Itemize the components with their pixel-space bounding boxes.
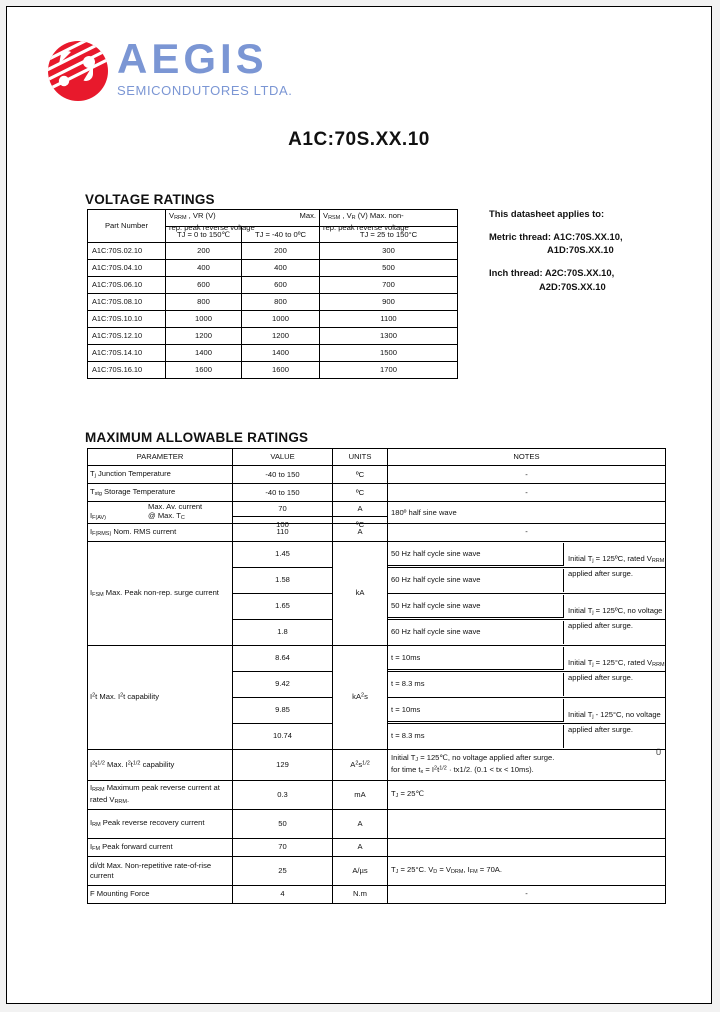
subheader-tj-hot: TJ = 0 to 150℃ [166, 227, 242, 243]
param-ifav: $I_{F(AV)}$ Max. Av. current @ Max. $T_C$ [88, 502, 233, 524]
value-tstg: -40 to 150 [233, 484, 333, 502]
metric-thread-line2: A1D:70S.XX.10 [547, 244, 614, 256]
inch-thread-line1: Inch thread: A2C:70S.XX.10, [489, 266, 615, 278]
cell-vrsm: 900 [320, 294, 458, 311]
value-ifsm-2: 1.58 [233, 567, 333, 593]
note-i2t-a-line1: Initial $T_j = 125^\circ C$, rated $V_{RRM}$ [568, 658, 665, 669]
table-row [88, 277, 458, 294]
notes-ifsm-3 [388, 593, 666, 619]
notes-ifav: 180º half sine wave [388, 502, 666, 524]
cell-vrrm-cold: 400 [242, 260, 320, 277]
cell-part-number: A1C:70S.08.10 [88, 294, 166, 311]
scan-artifact-glyph: Ũ [655, 749, 661, 757]
value-mounting-force: 4 [233, 885, 333, 903]
condition-ifsm-2: 60 Hz half cycle sine wave [388, 569, 564, 592]
table-row [88, 243, 458, 260]
value-ifm: 70 [233, 838, 333, 856]
cell-vrsm: 1700 [320, 362, 458, 379]
brand-name: AEGIS [117, 35, 268, 82]
table-header-row [88, 210, 458, 227]
table-row [88, 328, 458, 345]
table-row-i2t12 [88, 749, 666, 780]
cell-vrsm: 1500 [320, 345, 458, 362]
param-tj: $T_j$ Junction Temperature [88, 466, 233, 484]
notes-i2t-2 [388, 671, 666, 697]
header-part-number: Part Number [88, 210, 166, 243]
cell-vrrm-hot: 800 [166, 294, 242, 311]
cell-vrrm-hot: 600 [166, 277, 242, 294]
table-row [88, 260, 458, 277]
units-ifav-b: ºC [355, 519, 365, 529]
max-allowable-ratings-table [87, 448, 666, 904]
note-ifsm-a-line2: applied after surge. [568, 568, 634, 578]
notes-i2t-3 [388, 697, 666, 723]
condition-ifsm-4: 60 Hz half cycle sine wave [388, 621, 564, 644]
notes-i2t-4 [388, 723, 666, 749]
cell-vrrm-cold: 200 [242, 243, 320, 260]
note-i2t-b-line1: Initial $T_j - 125^\circ C$, no voltage [568, 710, 661, 721]
note-ifsm-b-line2: applied after surge. [568, 620, 634, 630]
table-row [88, 294, 458, 311]
table-row-ifm [88, 838, 666, 856]
notes-ifsm-4 [388, 619, 666, 645]
value-irm: 50 [233, 809, 333, 838]
note-i2t-a-line2: applied after surge. [568, 672, 634, 682]
cell-vrrm-cold: 1200 [242, 328, 320, 345]
value-ifsm-3: 1.65 [233, 593, 333, 619]
cell-vrrm-cold: 1000 [242, 311, 320, 328]
units-ifrms: A [333, 523, 388, 541]
value-i2t12: 129 [233, 749, 333, 780]
applies-intro: This datasheet applies to: [489, 208, 605, 219]
spacer [489, 221, 704, 230]
table-row [88, 311, 458, 328]
param-tstg: $T_{stg}$ Storage Temperature [88, 484, 233, 502]
table-row-mounting-force [88, 885, 666, 903]
value-ifrms: 110 [233, 523, 333, 541]
cell-vrrm-cold: 600 [242, 277, 320, 294]
param-ifm: $I_{FM}$ Peak forward current [88, 838, 233, 856]
table-header-row [88, 449, 666, 466]
condition-ifsm-1: 50 Hz half cycle sine wave [388, 543, 564, 566]
cell-vrsm: 300 [320, 243, 458, 260]
notes-didt: $T_J = 25^\circ C$. $V_D = V_{DRM}$, $I_{FM} = 70A$. [388, 856, 666, 885]
units-ifsm: kA [333, 541, 388, 645]
spacer [489, 257, 704, 266]
notes-ifrms: - [388, 523, 666, 541]
param-ifrms: $I_{F(RMS)}$ Nom. RMS current [88, 523, 233, 541]
units-irm: A [333, 809, 388, 838]
cell-vrsm: 1100 [320, 311, 458, 328]
notes-irrm: $T_J$ = 25℃ [388, 780, 666, 809]
cell-vrrm-hot: 400 [166, 260, 242, 277]
notes-irm [388, 809, 666, 838]
cell-vrsm: 500 [320, 260, 458, 277]
max-ratings-heading: MAXIMUM ALLOWABLE RATINGS [85, 430, 309, 445]
header-units: UNITS [333, 449, 388, 466]
param-i2t: $I^2t$ Max. $I^2t$ capability [88, 645, 233, 749]
notes-i2t-1 [388, 645, 666, 671]
table-row-tstg [88, 484, 666, 502]
inch-thread-line2: A2D:70S.XX.10 [539, 280, 606, 292]
cell-part-number: A1C:70S.04.10 [88, 260, 166, 277]
note-i2t-b-line2: applied after surge. [568, 724, 634, 734]
cell-vrrm-cold: 800 [242, 294, 320, 311]
condition-i2t-2: t = 8.3 ms [388, 673, 564, 696]
value-i2t-4: 10.74 [233, 723, 333, 749]
cell-vrrm-hot: 1000 [166, 311, 242, 328]
units-didt: A/µs [333, 856, 388, 885]
page-title: A1C:70S.XX.10 [288, 129, 430, 150]
notes-ifsm-1 [388, 541, 666, 567]
value-irrm: 0.3 [233, 780, 333, 809]
note-i2t12-line1: Initial $T_J$ = 125℃, no voltage applied after surge. [391, 753, 555, 764]
table-row-ifsm [88, 541, 666, 567]
units-ifav-a: A [333, 502, 387, 517]
condition-ifsm-3: 50 Hz half cycle sine wave [388, 595, 564, 618]
cell-part-number: A1C:70S.02.10 [88, 243, 166, 260]
cell-vrrm-hot: 1200 [166, 328, 242, 345]
applies-to-block [489, 207, 704, 293]
cell-part-number: A1C:70S.06.10 [88, 277, 166, 294]
table-row-didt [88, 856, 666, 885]
notes-i2t12 [388, 749, 666, 780]
cell-vrrm-hot: 1400 [166, 345, 242, 362]
header-value: VALUE [233, 449, 333, 466]
value-tj: -40 to 150 [233, 466, 333, 484]
header-vrrm: $V_{RRM}$ , VR (V) Max. rep. peak reverse voltage [166, 210, 320, 227]
cell-part-number: A1C:70S.14.10 [88, 345, 166, 362]
units-i2t: $kA^2s$ [333, 645, 388, 749]
subheader-tj-vrsm: TJ = 25 to 150°C [320, 227, 458, 243]
table-row [88, 362, 458, 379]
param-ifsm: $I_{FSM}$ Max. Peak non-rep. surge current [88, 541, 233, 645]
param-irrm: $I_{RRM}$ Maximum peak reverse current at rated $V_{RRM}$. [88, 780, 233, 809]
note-ifsm-a-line1: Initial $T_j$ = 125ºC, rated $V_{RRM}$ [568, 554, 665, 565]
table-row-irm [88, 809, 666, 838]
value-ifsm-4: 1.8 [233, 619, 333, 645]
cell-vrrm-cold: 1400 [242, 345, 320, 362]
value-ifsm-1: 1.45 [233, 541, 333, 567]
value-i2t-2: 9.42 [233, 671, 333, 697]
header-parameter: PARAMETER [88, 449, 233, 466]
notes-ifsm-2 [388, 567, 666, 593]
table-row-i2t [88, 645, 666, 671]
note-ifsm-b-line1: Initial $T_j$ = 125ºC, no voltage [568, 606, 663, 617]
units-i2t12: $A^2s^{1/2}$ [333, 749, 388, 780]
cell-vrrm-hot: 200 [166, 243, 242, 260]
table-row-irrm [88, 780, 666, 809]
note-i2t12-line2: for time $t_x = I^2t^{1/2} \cdot tx1/2$. (0.1 < tx < 10ms). [391, 764, 534, 775]
units-mounting-force: N.m [333, 885, 388, 903]
notes-tj: - [388, 466, 666, 484]
voltage-ratings-table [87, 209, 458, 379]
param-ifav-sub-b: @ Max. $T_C$ [148, 511, 185, 522]
cell-vrsm: 700 [320, 277, 458, 294]
notes-mounting-force: - [388, 885, 666, 903]
cell-vrrm-hot: 1600 [166, 362, 242, 379]
param-i2t12: $I^2t^{1/2}$ Max. $I^2t^{1/2}$ capability [88, 749, 233, 780]
aegis-circle-logo-icon [47, 40, 109, 102]
condition-i2t-3: t = 10ms [388, 699, 564, 722]
value-didt: 25 [233, 856, 333, 885]
param-irm: $I_{RM}$ Peak reverse recovery current [88, 809, 233, 838]
cell-part-number: A1C:70S.16.10 [88, 362, 166, 379]
datasheet-page [6, 6, 712, 1004]
param-mounting-force: F Mounting Force [88, 885, 233, 903]
value-ifav [233, 502, 333, 529]
header-notes: NOTES [388, 449, 666, 466]
voltage-ratings-heading: VOLTAGE RATINGS [85, 192, 215, 207]
units-tj: ºC [333, 466, 388, 484]
cell-vrrm-cold: 1600 [242, 362, 320, 379]
cell-part-number: A1C:70S.12.10 [88, 328, 166, 345]
page-header [7, 7, 711, 117]
table-row-ifav [88, 502, 666, 524]
value-i2t-3: 9.85 [233, 697, 333, 723]
brand-wordmark [117, 37, 417, 98]
value-ifav-b: 100 [276, 519, 289, 529]
param-ifav-sub-a: Max. Av. current [148, 502, 203, 511]
metric-thread-line1: Metric thread: A1C:70S.XX.10, [489, 230, 623, 242]
subheader-tj-cold: TJ = -40 to 0ºC [242, 227, 320, 243]
table-row-tj [88, 466, 666, 484]
condition-i2t-1: t = 10ms [388, 647, 564, 670]
cell-vrsm: 1300 [320, 328, 458, 345]
units-ifav [333, 502, 388, 529]
table-row [88, 345, 458, 362]
notes-ifm [388, 838, 666, 856]
notes-tstg: - [388, 484, 666, 502]
condition-i2t-4: t = 8.3 ms [388, 725, 564, 748]
units-tstg: ºC [333, 484, 388, 502]
param-didt: di/dt Max. Non-repetitive rate-of-rise current [88, 856, 233, 885]
header-vrsm: $V_{RSM}$ , $V_R$ (V) Max. non- rep. peak reverse voltage [320, 210, 458, 227]
units-ifm: A [333, 838, 388, 856]
value-ifav-a: 70 [233, 502, 332, 517]
brand-subtitle: SEMICONDUTORES LTDA. [117, 83, 293, 98]
units-irrm: mA [333, 780, 388, 809]
value-i2t-1: 8.64 [233, 645, 333, 671]
cell-part-number: A1C:70S.10.10 [88, 311, 166, 328]
